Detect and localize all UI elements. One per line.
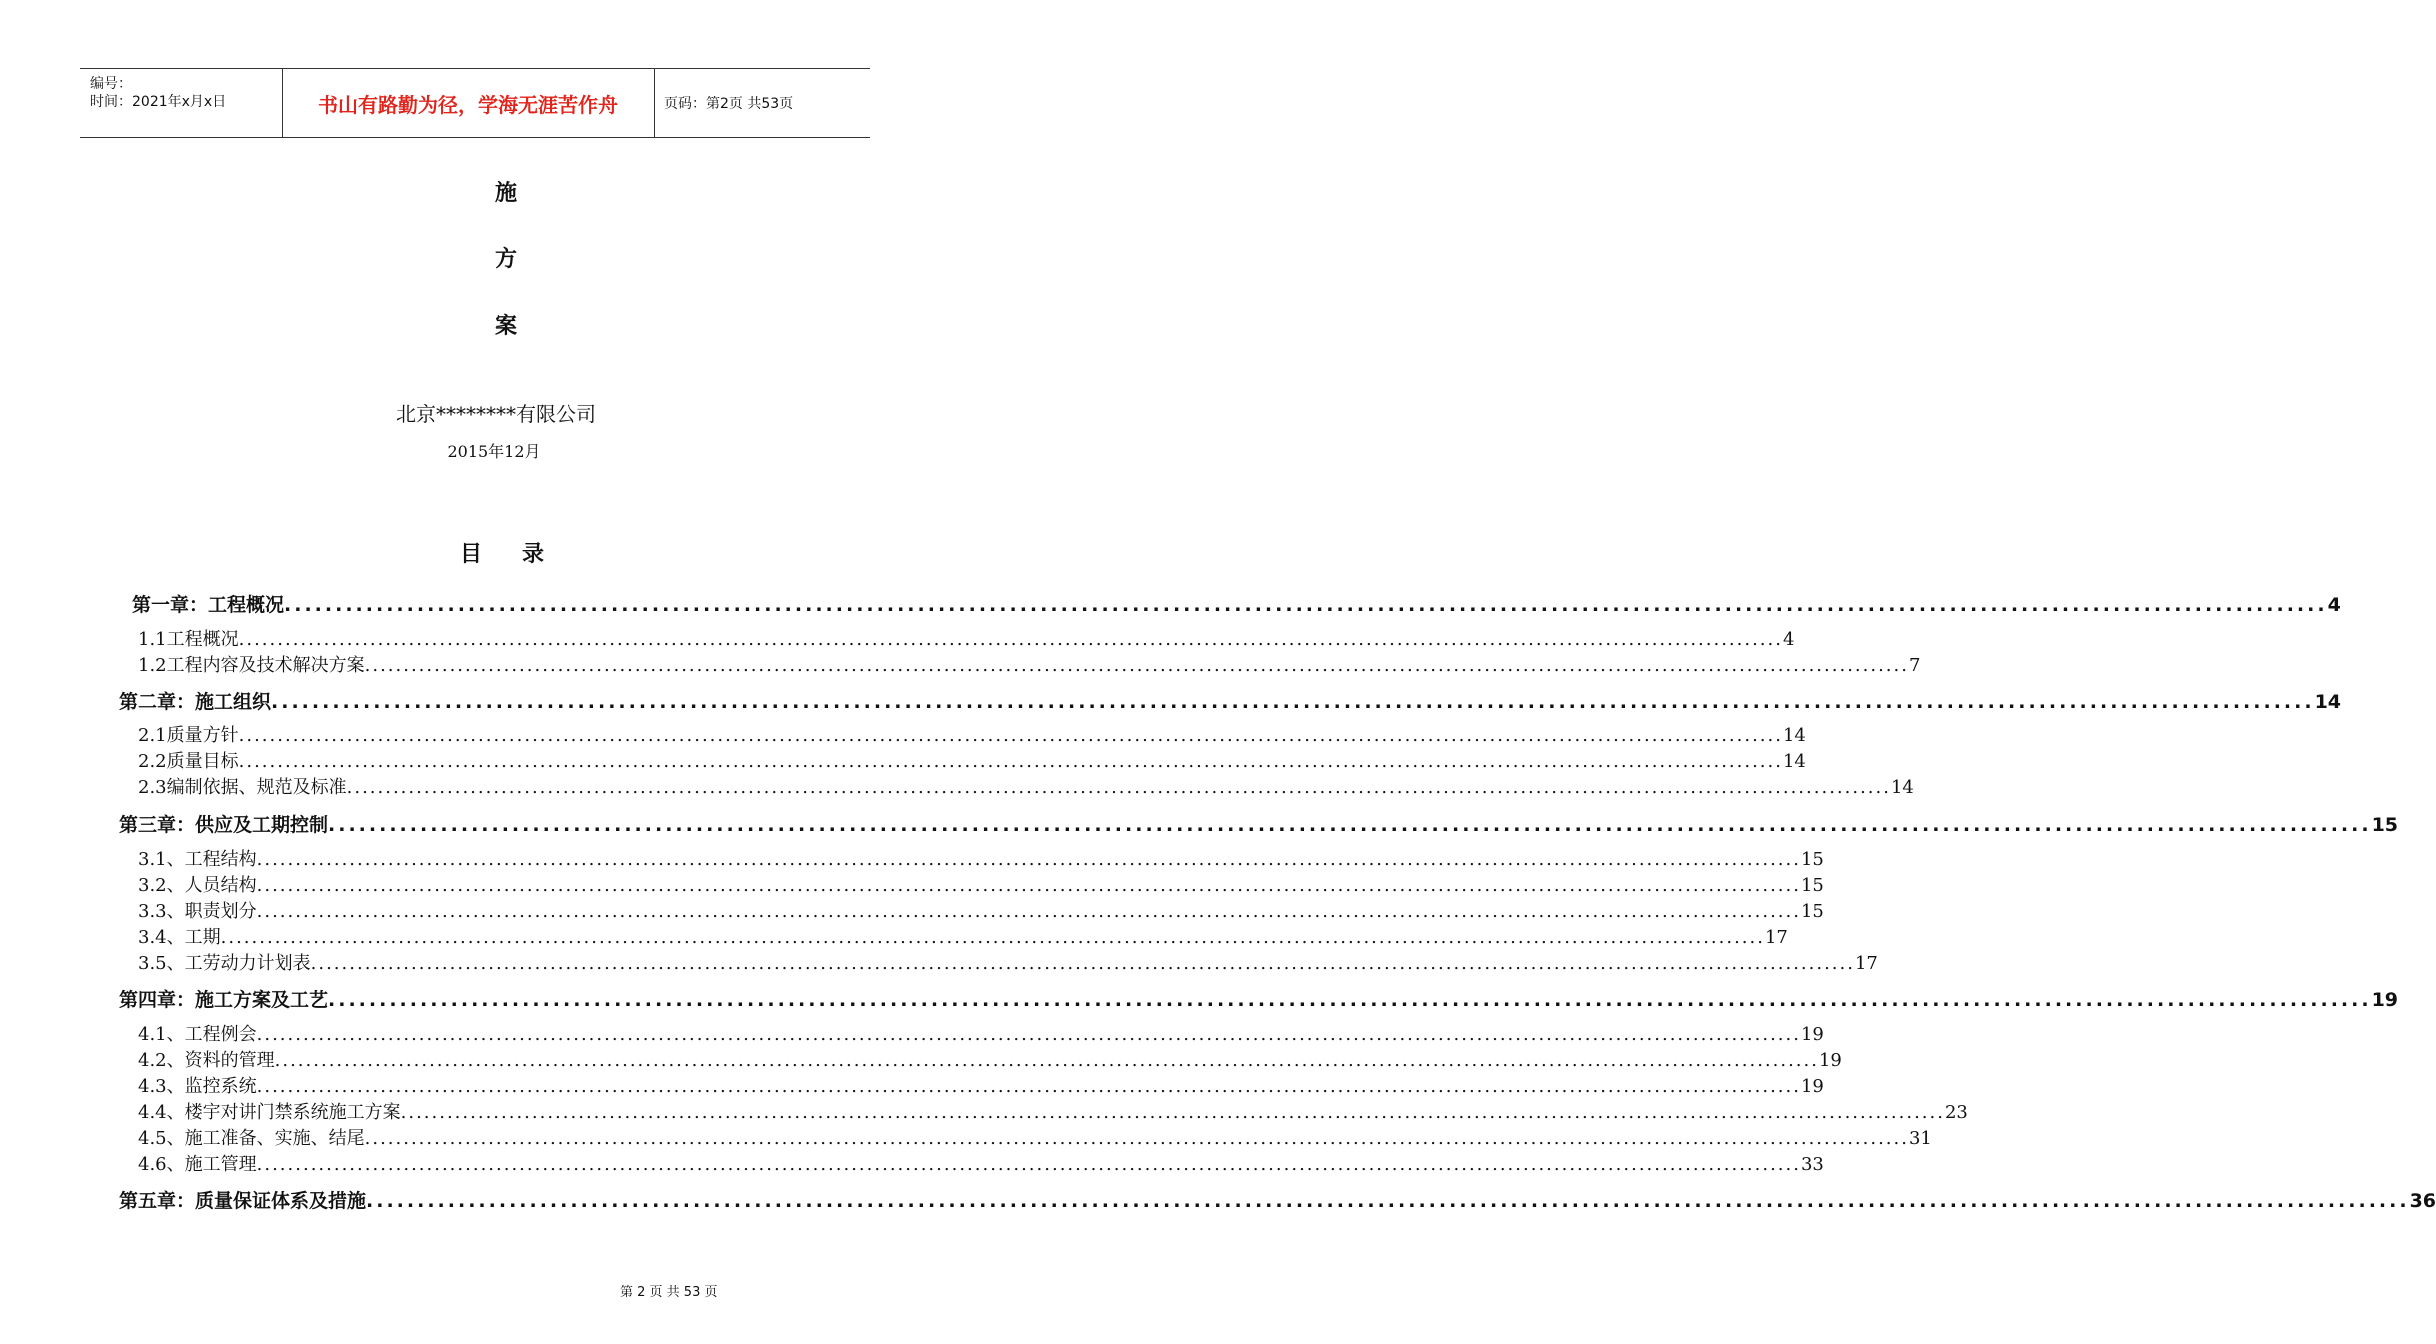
toc-leader-dots: ........................................................................................................................................................................................................	[346, 777, 1891, 798]
toc-page-number: 33	[1800, 1154, 1824, 1175]
toc-leader-dots: ........................................................................................................................................................................................................	[238, 629, 1783, 650]
toc-leader-dots: ........................................................................................................................................................................................................	[256, 901, 1801, 922]
toc-section-entry[interactable]	[138, 1072, 1824, 1098]
toc-page-number: 17	[1854, 953, 1878, 974]
toc-entry-title: 1.2工程内容及技术解决方案	[138, 655, 365, 676]
toc-section-entry[interactable]	[138, 625, 1795, 651]
toc-title-char: 目	[459, 542, 482, 567]
toc-leader-dots: ........................................................................................................................................................................................................	[271, 691, 2315, 713]
toc-chapter-entry[interactable]	[119, 687, 2342, 714]
toc-leader-dots: ........................................................................................................................................................................................................	[310, 953, 1855, 974]
toc-page-number: 15	[1800, 901, 1824, 922]
toc-leader-dots: ........................................................................................................................................................................................................	[256, 1154, 1801, 1175]
toc-chapter-entry[interactable]	[119, 810, 2399, 837]
toc-leader-dots: ........................................................................................................................................................................................................	[328, 989, 2372, 1011]
toc-page-number: 14	[2314, 691, 2342, 713]
toc-entry-title: 3.5、工劳动力计划表	[138, 953, 311, 974]
toc-leader-dots: ........................................................................................................................................................................................................	[284, 594, 2328, 616]
toc-chapter-entry[interactable]	[132, 590, 2341, 617]
toc-leader-dots: ........................................................................................................................................................................................................	[274, 1050, 1819, 1071]
toc-entry-title: 3.2、人员结构	[138, 875, 257, 896]
toc-page-number: 17	[1764, 927, 1788, 948]
toc-title	[0, 537, 1004, 568]
time-label: 时间：2021年x月x日	[90, 94, 227, 110]
toc-leader-dots: ........................................................................................................................................................................................................	[328, 814, 2372, 836]
toc-section-entry[interactable]	[138, 721, 1806, 747]
toc-page-number: 15	[1800, 849, 1824, 870]
page-info: 页码：第2页 共53页	[664, 96, 794, 112]
toc-entry-title: 第五章：质量保证体系及措施	[119, 1190, 367, 1212]
toc-page-number: 14	[1890, 777, 1914, 798]
title-char: 方	[494, 247, 517, 272]
toc-page-number: 14	[1782, 725, 1806, 746]
toc-section-entry[interactable]	[138, 1020, 1824, 1046]
toc-entry-title: 4.4、楼宇对讲门禁系统施工方案	[138, 1102, 401, 1123]
toc-page-number: 14	[1782, 751, 1806, 772]
header-table	[80, 68, 870, 138]
toc-entry-title: 第二章：施工组织	[119, 691, 272, 713]
page-footer: 第 2 页 共 53 页	[620, 1285, 718, 1300]
toc-title-char: 录	[522, 542, 545, 567]
title-char: 案	[494, 314, 517, 339]
toc-leader-dots: ........................................................................................................................................................................................................	[238, 725, 1783, 746]
toc-leader-dots: ........................................................................................................................................................................................................	[220, 927, 1765, 948]
toc-section-entry[interactable]	[138, 897, 1824, 923]
toc-entry-title: 3.4、工期	[138, 927, 221, 948]
document-date: 2015年12月	[447, 442, 541, 461]
toc-section-entry[interactable]	[138, 773, 1914, 799]
toc-leader-dots: ........................................................................................................................................................................................................	[238, 751, 1783, 772]
toc-entry-title: 4.6、施工管理	[138, 1154, 257, 1175]
toc-entry-title: 4.3、监控系统	[138, 1076, 257, 1097]
toc-page-number: 19	[1800, 1076, 1824, 1097]
toc-section-entry[interactable]	[138, 651, 1921, 677]
toc-entry-title: 1.1工程概况	[138, 629, 239, 650]
header-info-cell	[80, 69, 283, 137]
company-name: 北京********有限公司	[396, 402, 596, 426]
toc-leader-dots: ........................................................................................................................................................................................................	[364, 1128, 1909, 1149]
toc-leader-dots: ........................................................................................................................................................................................................	[256, 1024, 1801, 1045]
toc-entry-title: 第三章：供应及工期控制	[119, 814, 329, 836]
title-char: 施	[494, 181, 517, 206]
toc-entry-title: 2.2质量目标	[138, 751, 239, 772]
toc-section-entry[interactable]	[138, 923, 1788, 949]
toc-leader-dots: ........................................................................................................................................................................................................	[256, 849, 1801, 870]
slogan: 书山有路勤为径，学海无涯苦作舟	[282, 69, 655, 137]
toc-entry-title: 4.1、工程例会	[138, 1024, 257, 1045]
toc-leader-dots: ........................................................................................................................................................................................................	[256, 1076, 1801, 1097]
toc-page-number: 31	[1908, 1128, 1932, 1149]
toc-section-entry[interactable]	[138, 1046, 1842, 1072]
toc-section-entry[interactable]	[138, 949, 1878, 975]
toc-leader-dots: ........................................................................................................................................................................................................	[364, 655, 1909, 676]
toc-entry-title: 第四章：施工方案及工艺	[119, 989, 329, 1011]
toc-page-number: 19	[1800, 1024, 1824, 1045]
toc-entry-title: 4.5、施工准备、实施、结尾	[138, 1128, 365, 1149]
number-label: 编号：	[90, 76, 132, 92]
toc-entry-title: 3.1、工程结构	[138, 849, 257, 870]
toc-page-number: 4	[2327, 594, 2341, 616]
toc-leader-dots: ........................................................................................................................................................................................................	[400, 1102, 1945, 1123]
toc-entry-title: 2.3编制依据、规范及标准	[138, 777, 347, 798]
toc-section-entry[interactable]	[138, 1098, 1968, 1124]
toc-entry-title: 第一章：工程概况	[132, 594, 285, 616]
toc-section-entry[interactable]	[138, 845, 1824, 871]
toc-entry-title: 2.1质量方针	[138, 725, 239, 746]
toc-page-number: 15	[2371, 814, 2399, 836]
toc-section-entry[interactable]	[138, 1150, 1824, 1176]
toc-leader-dots: ........................................................................................................................................................................................................	[366, 1190, 2410, 1212]
toc-section-entry[interactable]	[138, 1124, 1932, 1150]
toc-section-entry[interactable]	[138, 871, 1824, 897]
toc-entry-title: 4.2、资料的管理	[138, 1050, 275, 1071]
toc-section-entry[interactable]	[138, 747, 1806, 773]
toc-page-number: 4	[1782, 629, 1795, 650]
toc-chapter-entry[interactable]	[119, 1186, 2436, 1213]
toc-page-number: 19	[1818, 1050, 1842, 1071]
toc-page-number: 23	[1944, 1102, 1968, 1123]
toc-page-number: 15	[1800, 875, 1824, 896]
toc-page-number: 7	[1908, 655, 1921, 676]
toc-chapter-entry[interactable]	[119, 985, 2399, 1012]
toc-page-number: 19	[2371, 989, 2399, 1011]
toc-leader-dots: ........................................................................................................................................................................................................	[256, 875, 1801, 896]
toc-page-number: 36	[2409, 1190, 2436, 1212]
toc-entry-title: 3.3、职责划分	[138, 901, 257, 922]
